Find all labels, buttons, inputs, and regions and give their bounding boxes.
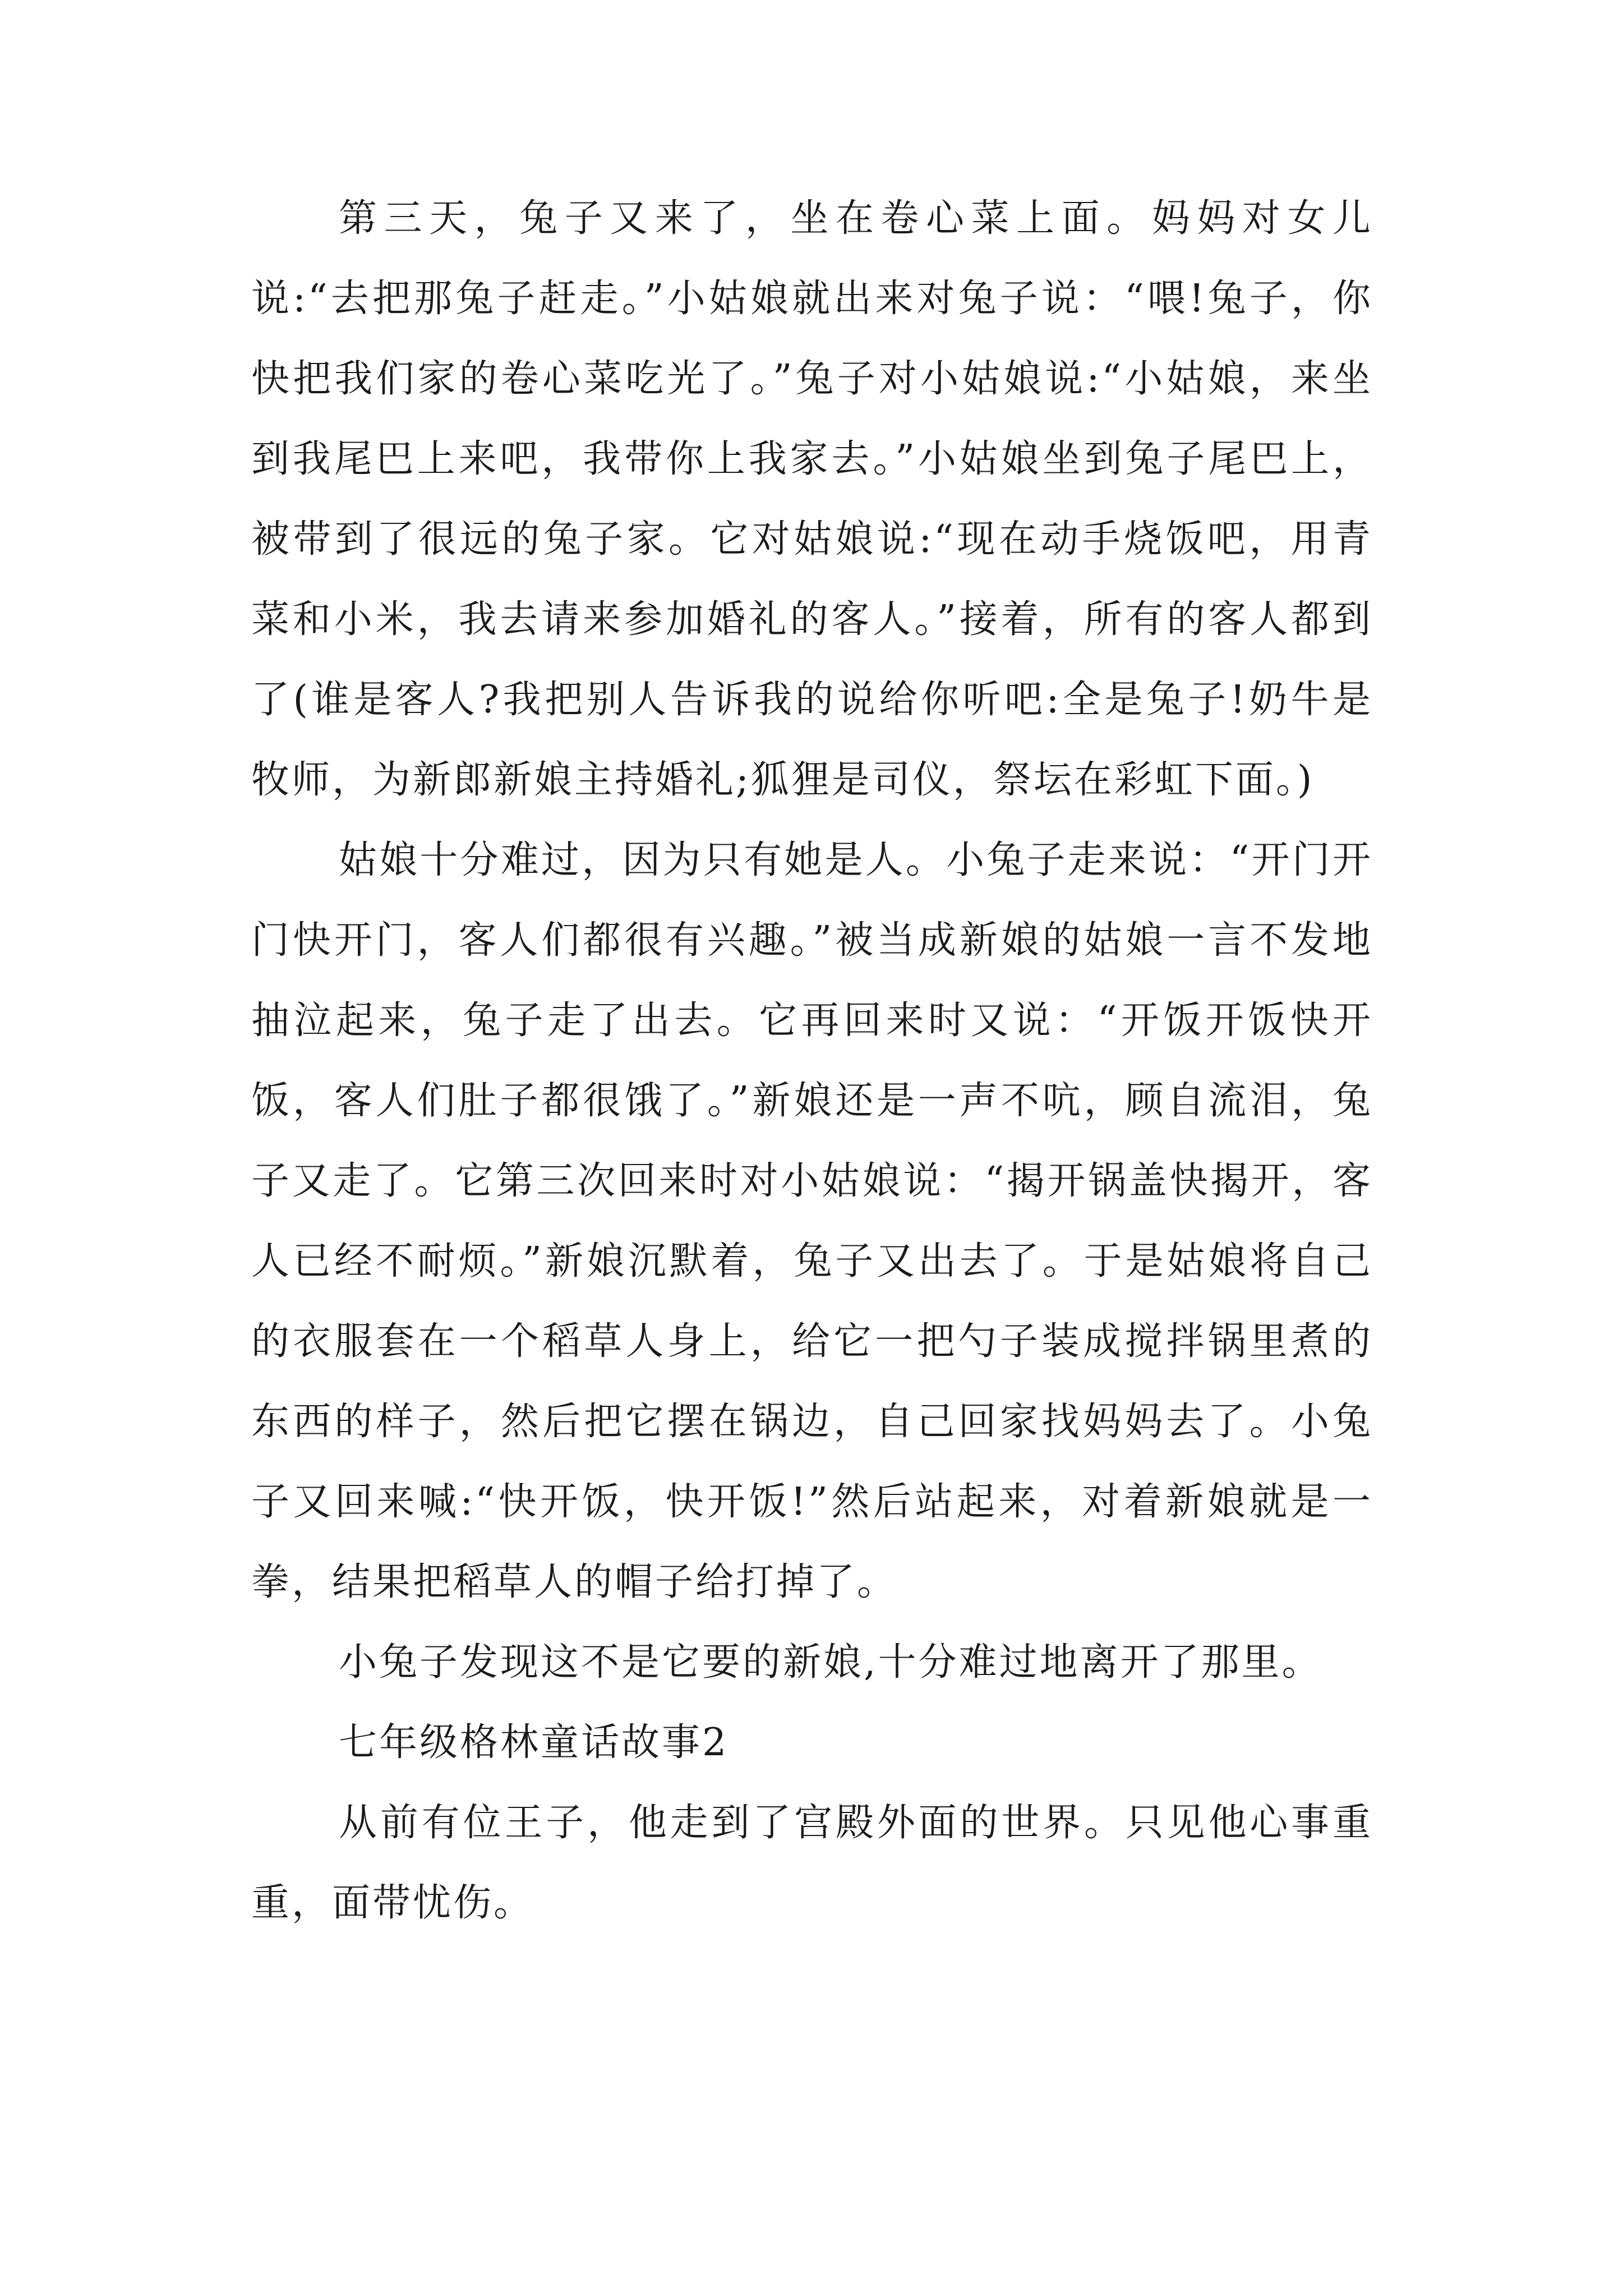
paragraph-rabbit-leaves: 小兔子发现这不是它要的新娘,十分难过地离开了那里。: [339, 1640, 1322, 1685]
paragraph-girl-escape: 姑娘十分难过，因为只有她是人。小兔子走来说：“开门开门快开门，客人们都很有兴趣。”被当成新娘的姑娘一言不发地抽泣起来，兔子走了出去。它再回来时又说：“开饭开饭快开饭，客人们肚子都很饿了。”新娘还是一声不吭，顾自流泪，兔子又走了。它第三次回来时对小姑娘说：“揭开锅盖快揭开，客人已经不耐烦。”新娘沉默着，兔子又出去了。于是姑娘将自己的衣服套在一个稻草人身上，给它一把勺子装成搅拌锅里煮的东西的样子，然后把它摆在锅边，自己回家找妈妈去了。小兔子又回来喊:“快开饭，快开饭!”然后站起来，对着新娘就是一拳，结果把稻草人的帽子给打掉了。: [251, 838, 1373, 1604]
paragraph-rabbit-wedding: 第三天，兔子又来了，坐在卷心菜上面。妈妈对女儿说:“去把那兔子赶走。”小姑娘就出来对兔子说：“喂!兔子，你快把我们家的卷心菜吃光了。”兔子对小姑娘说:“小姑娘，来坐到我尾巴上来吧，我带你上我家去。”小姑娘坐到兔子尾巴上，被带到了很远的兔子家。它对姑娘说:“现在动手烧饭吧，用青菜和小米，我去请来参加婚礼的客人。”接着，所有的客人都到了(谁是客人?我把别人告诉我的说给你听吧:全是兔子!奶牛是牧师，为新郎新娘主持婚礼;狐狸是司仪，祭坛在彩虹下面。): [251, 196, 1373, 802]
paragraph-prince: 从前有位王子，他走到了宫殿外面的世界。只见他心事重重，面带忧伤。: [251, 1801, 1373, 1925]
document-body: [251, 178, 1373, 1943]
section-heading: 七年级格林童话故事2: [339, 1720, 729, 1765]
